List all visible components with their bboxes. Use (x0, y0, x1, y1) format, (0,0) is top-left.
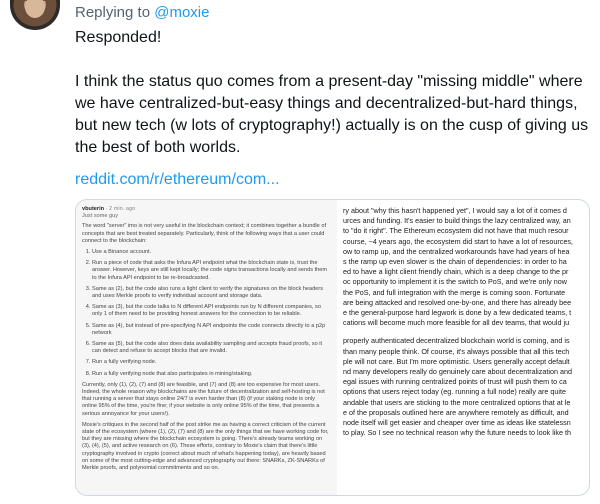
comment-list-item: 6. Same as (5), but the code also does data availability sampling and accepts fraud proofs, so it can detect and refuse to accept blocks that are invalid. (92, 341, 331, 355)
text-line: course, ~4 years ago, the ecosystem did start to have a lot of resources, (343, 236, 573, 246)
text-line: to "do it right". The Ethereum ecosystem did not have that much resour (343, 226, 569, 236)
text-line: ed to have a light client friendly chain, which is a deep change to the pr (343, 267, 569, 277)
comment-list (82, 249, 331, 378)
text-line: ow to ramp up, and the centralized workarounds have had years of hea (343, 246, 570, 256)
text-line: oc opportunity to implement it is the switch to PoS, and we're only now (343, 277, 567, 287)
text-line: egal issues with running centralized points of trust will push them to ca (343, 377, 567, 387)
comment-paragraph: Moxie's critiques in the second half of the post strike me as having a correct criticism of the current state of the ecosystem (where (1), (2), (7) and (8) are the only things that we have working code for, but they are missing where the blockchain ecosystem is going. There's already teams working on (3), (4), (5), and active research on (6). These efforts, contrary to Moxie's claim that there's little cryptography involved in crypto (correct about much of what's happening today), are heavily based on some of the most cutting-edge and advanced cryptography out there: SNARKs, ZK-SNARKs of Merkle proofs, and polynomial commitments and so on. (82, 421, 329, 472)
text-line: andable that users are sticking to the more centralized options that at le (343, 397, 571, 407)
comment-list-item: 2. Run a piece of code that asks the Infura API endpoint what the blockchain state is, trust the answer. However, keys are still kept locally; the code signs transactions locally and sends them to the Infura API endpoint to be re-broadcasted. (92, 260, 331, 282)
text-line: node itself will get easier and cheaper over time as ideas like statelessn (343, 418, 571, 428)
reddit-comment-panel (76, 200, 337, 495)
text-line: s the ramp up even slower is the chain of dependencies: in order to ha (343, 257, 567, 267)
text-line: nd many developers really do genuinely care about decentralization and (343, 367, 572, 377)
tweet-link[interactable]: reddit.com/r/ethereum/com... (75, 171, 280, 188)
tweet-paragraph: I think the status quo comes from a present-day "missing middle" where we have centralized-but-easy things and decentralized-but-hard things, but new tech (w lots of cryptography!) actually is on the cusp of giving us the best of both worlds. (75, 73, 589, 156)
tweet-text (75, 27, 590, 159)
comment-list-item: 7. Run a fully verifying node. (92, 359, 331, 366)
tweet-paragraph: Responded! (75, 29, 162, 46)
text-line: urces and funding. It's easier to build things the lazy centralized way, an (343, 216, 571, 226)
avatar[interactable] (10, 0, 60, 30)
comment-list-item: 3. Same as (2), but the code also runs a light client to verify the signatures on the block headers and uses Merkle proofs to verify individual account and storage data. (92, 286, 331, 300)
text-line: options that users reject today (eg. running a full node) really are quite (343, 387, 566, 397)
reddit-comment-continued (337, 200, 590, 495)
comment-list-item: 5. Same as (4), but instead of pre-specifying N API endpoints the code connects directly to a p2p network (92, 323, 331, 337)
text-line: ry about "why this hasn't happened yet", I would say a lot of it comes d (343, 206, 567, 215)
comment-intro: The word "server" imo is not very useful in the blockchain context; it combines together a bundle of concepts that are best treated separately. Particularly, think of the following ways that a user could connect to the blockchain: (82, 223, 327, 244)
text-line: ple will not care. But I'm more optimistic. Users generally accept default (343, 356, 570, 366)
media-image[interactable] (75, 199, 590, 496)
text-line: to play. So I see no technical reason why the future needs to look like th (343, 428, 572, 438)
avatar-face (25, 0, 45, 18)
comment-username: vbuterin (82, 206, 105, 212)
comment-paragraph: Currently, only (1), (2), (7) and (8) are feasible, and (7) and (8) are too expensive for most users. Indeed, the whole reason why blockchains are the future of decentralization and self-hosting is not that running a server that stays online 24/7 is even harder than (8) (if your staking node is only online 95% of the time, you're fine; if your website is only online 95% of the time, that presents a serious annoyance for your users!). (82, 381, 325, 417)
text-line: are being attacked and resolved one-by-one, and there has already bee (343, 297, 572, 307)
continued-paragraph (343, 206, 587, 328)
comment-list-item: 1. Use a Binance account. (92, 249, 331, 256)
continued-paragraph (343, 336, 587, 438)
comment-flair: Just some guy (82, 213, 119, 220)
reply-prefix: Replying to (75, 4, 155, 21)
comment-list-item: 4. Same as (3), but the code talks to N different API endpoints run by N different companies, so only 1 of them need to be providing honest answers for the connection to be reliable. (92, 304, 331, 318)
reply-handle-link[interactable]: @moxie (154, 4, 210, 21)
text-line: properly authenticated decentralized blockchain world is coming, and is (343, 336, 570, 346)
text-line: than many people think. Of course, it's always possible that all this tech (343, 346, 570, 356)
text-line: e the general-purpose hard legwork is done by a few dedicated teams, t (343, 308, 572, 318)
comment-list-item: 8. Run a fully verifying node that also participates in mining/staking. (92, 371, 331, 378)
replying-to (75, 4, 209, 21)
text-line: the PoS, and full integration with the merge is coming soon. Fortunate (343, 287, 566, 297)
text-line: e of the proposals outlined here are anywhere remotely as difficult, and (343, 407, 569, 417)
comment-time: · 2 min. ago (105, 206, 136, 212)
text-line: cations will become much more feasible for all dev teams, that would ju (343, 318, 570, 328)
